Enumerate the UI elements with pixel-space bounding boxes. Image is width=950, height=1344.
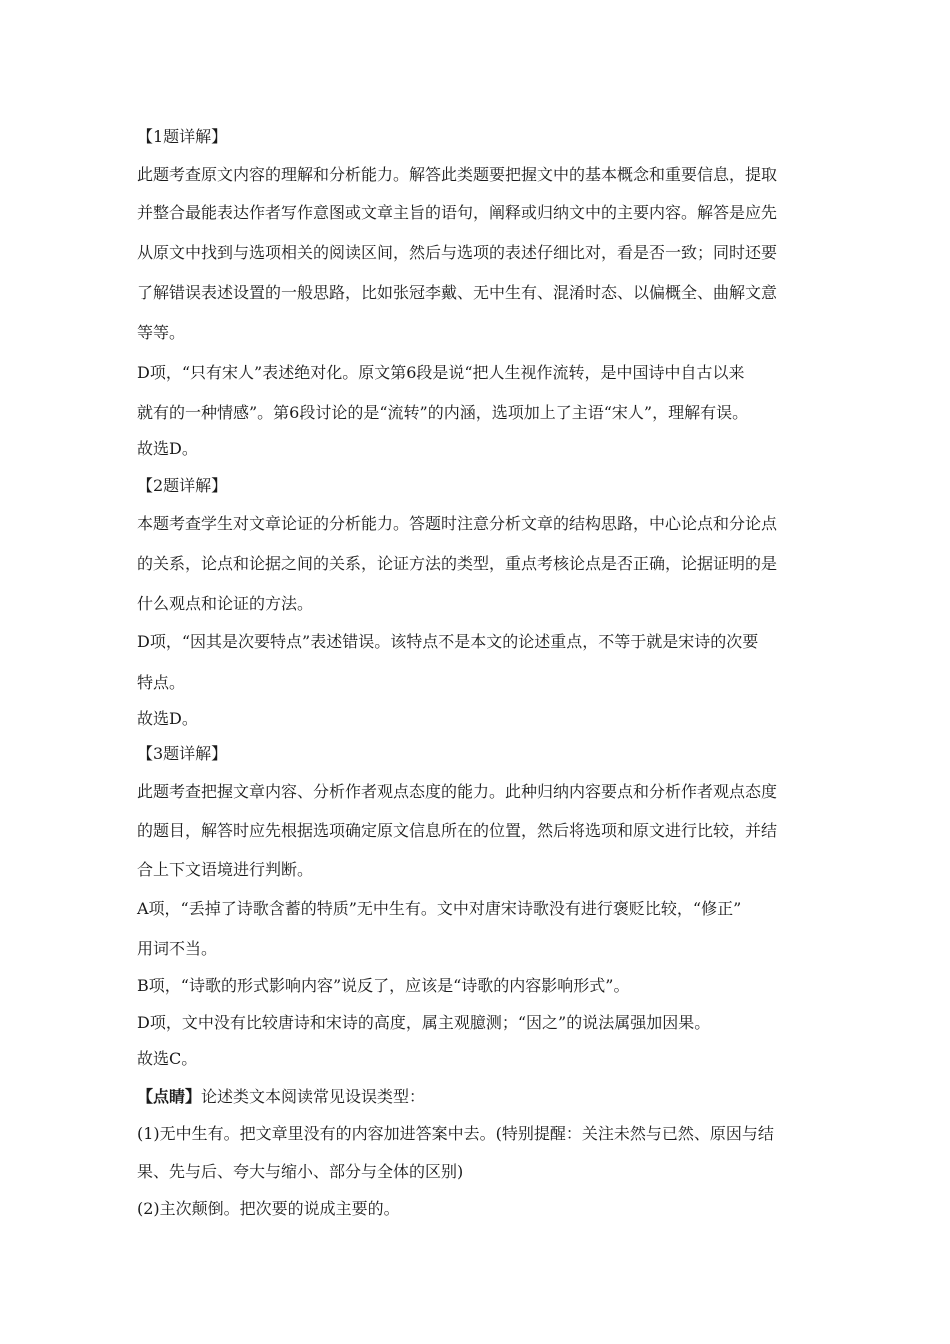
q1-analysis-line: 此题考查原文内容的理解和分析能力。解答此类题要把握文中的基本概念和重要信息，提取 [137, 165, 778, 184]
q3-option-d: D项，文中没有比较唐诗和宋诗的高度，属主观臆测；“因之”的说法属强加因果。 [137, 1013, 711, 1032]
q2-option-d-line: 特点。 [137, 673, 186, 692]
q2-analysis-line: 的关系，论点和论据之间的关系，论证方法的类型，重点考核论点是否正确，论据证明的是 [137, 554, 778, 573]
tip-heading-line [137, 1087, 425, 1107]
q3-heading: 【3题详解】 [137, 744, 228, 763]
tip-label: 【点睛】 [137, 1087, 202, 1106]
q3-option-b: B项，“诗歌的形式影响内容”说反了，应该是“诗歌的内容影响形式”。 [137, 976, 630, 995]
q1-answer: 故选D。 [137, 439, 198, 458]
q2-analysis-line: 什么观点和论证的方法。 [137, 594, 314, 613]
q3-analysis-line: 的题目，解答时应先根据选项确定原文信息所在的位置，然后将选项和原文进行比较，并结 [137, 821, 778, 840]
q1-heading: 【1题详解】 [137, 127, 228, 146]
q3-option-a-line: A项，“丢掉了诗歌含蓄的特质”无中生有。文中对唐宋诗歌没有进行褒贬比较，“修正” [137, 899, 742, 918]
q1-option-d-line: 就有的一种情感”。第6段讨论的是“流转”的内涵，选项加上了主语“宋人”，理解有误。 [137, 403, 749, 422]
q2-option-d-line: D项，“因其是次要特点”表述错误。该特点不是本文的论述重点，不等于就是宋诗的次要 [137, 632, 759, 651]
q3-analysis-line: 此题考查把握文章内容、分析作者观点态度的能力。此种归纳内容要点和分析作者观点态度 [137, 782, 778, 801]
tip-item-2: (2)主次颠倒。把次要的说成主要的。 [137, 1199, 400, 1218]
q2-heading: 【2题详解】 [137, 476, 228, 495]
q2-analysis-line: 本题考查学生对文章论证的分析能力。答题时注意分析文章的结构思路，中心论点和分论点 [137, 514, 778, 533]
q1-option-d-line: D项，“只有宋人”表述绝对化。原文第6段是说“把人生视作流转，是中国诗中自古以来 [137, 363, 745, 382]
tip-item-1-line: 果、先与后、夸大与缩小、部分与全体的区别) [137, 1162, 464, 1181]
q1-analysis-line: 并整合最能表达作者写作意图或文章主旨的语句，阐释或归纳文中的主要内容。解答是应先 [137, 203, 778, 222]
q1-analysis-line: 从原文中找到与选项相关的阅读区间，然后与选项的表述仔细比对，看是否一致；同时还要 [137, 243, 778, 262]
tip-item-1-line: (1)无中生有。把文章里没有的内容加进答案中去。(特别提醒：关注未然与已然、原因与结 [137, 1124, 774, 1143]
q2-answer: 故选D。 [137, 709, 198, 728]
q3-answer: 故选C。 [137, 1049, 198, 1068]
q3-option-a-line: 用词不当。 [137, 939, 218, 958]
q1-analysis-line: 了解错误表述设置的一般思路，比如张冠李戴、无中生有、混淆时态、以偏概全、曲解文意 [137, 283, 778, 302]
q1-analysis-line: 等等。 [137, 323, 186, 342]
tip-title: 论述类文本阅读常见设误类型： [201, 1087, 426, 1106]
q3-analysis-line: 合上下文语境进行判断。 [137, 860, 314, 879]
